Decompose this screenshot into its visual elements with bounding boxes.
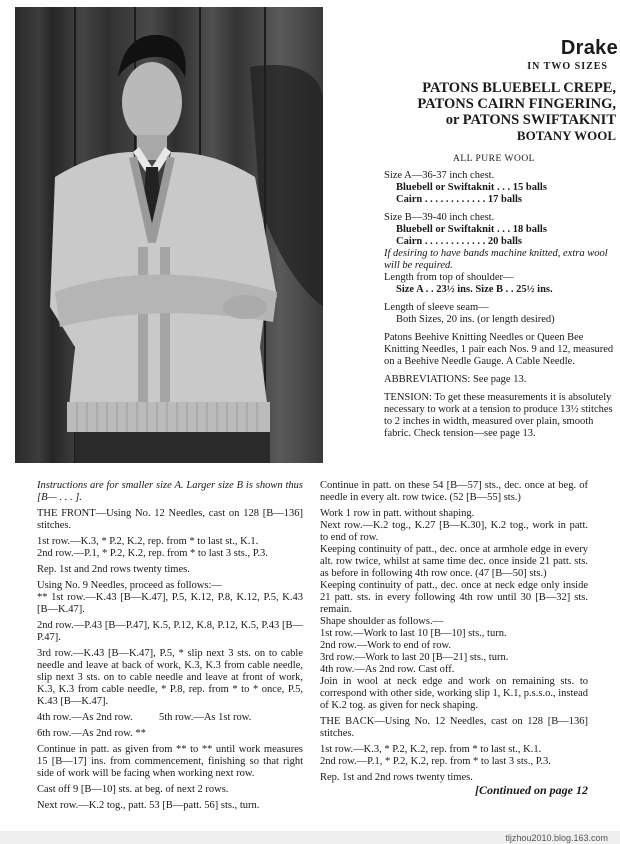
size-b-cairn: Cairn . . . . . . . . . . . . 20 balls xyxy=(396,236,523,247)
pure-wool-label: ALL PURE WOOL xyxy=(453,154,535,164)
next-row-left: Next row.—K.2 tog., patt. 53 [B—patt. 56] sts., turn. xyxy=(37,800,260,811)
front-needle-change: Using No. 9 Needles, proceed as follows:— xyxy=(37,580,222,591)
tension-text: TENSION: To get these measurements it is absolutely necessary to work at a tension to produce 13½ stitches to 2 inches in width, measured over plain, smooth fabric. Check tension—see page 13. xyxy=(384,392,613,439)
join-wool: Join in wool at neck edge and work on remaining sts. to correspond with other side, working slip 1, K.1, p.s.s.o., instead of K.2 tog. as given for neck shaping. xyxy=(320,676,588,711)
pattern-row-1: ** 1st row.—K.43 [B—K.47], P.5, K.12, P.8, K.12, P.5, K.43 [B—K.47]. xyxy=(37,592,303,615)
size-instructions: Instructions are for smaller size A. Larger size B is shown thus [B— . . . ]. xyxy=(37,480,303,503)
needles-text: Patons Beehive Knitting Needles or Queen Bee Knitting Needles, 1 pair each Nos. 9 and 12, measured on a Beehive Needle Gauge. A Cable Needle. xyxy=(384,332,614,367)
blog-watermark: tljzhou2010.blog.163.com xyxy=(505,833,608,843)
shoulder-row-1: 1st row.—Work to last 10 [B—10] sts., turn. xyxy=(320,628,507,639)
back-row-2: 2nd row.—P.1, * P.2, K.2, rep. from * to last 3 sts., P.3. xyxy=(320,756,551,767)
abbreviations-text: ABBREVIATIONS: See page 13. xyxy=(384,374,527,385)
size-a-bluebell: Bluebell or Swiftaknit . . . 15 balls xyxy=(396,182,547,193)
front-row-1: 1st row.—K.3, * P.2, K.2, rep. from * to last st., K.1. xyxy=(37,536,259,547)
pattern-rows-4-5: 4th row.—As 2nd row. 5th row.—As 1st row. xyxy=(37,712,252,723)
work-one-row: Work 1 row in patt. without shaping. xyxy=(320,508,475,519)
wool-line-2: PATONS CAIRN FINGERING, xyxy=(417,96,616,112)
continue-decrease: Continue in patt. on these 54 [B—57] sts., dec. once at beg. of needle in every alt. row twice. (52 [B—55] sts.) xyxy=(320,480,588,503)
instructions-right-column xyxy=(320,480,588,796)
size-b-heading: Size B—39-40 inch chest. xyxy=(384,212,495,223)
materials-block xyxy=(384,170,618,440)
size-b-bluebell: Bluebell or Swiftaknit . . . 18 balls xyxy=(396,224,547,235)
shoulder-row-2: 2nd row.—Work to end of row. xyxy=(320,640,452,651)
length-shoulder-values: Size A . . 23½ ins. Size B . . 25½ ins. xyxy=(396,284,553,295)
armhole-decrease: Keeping continuity of patt., dec. once at armhole edge in every alt. row twice, whilst at same time dec. once inside 21 patt. sts. as before in following 4th row once. (47 [B—50] sts.) xyxy=(320,544,588,579)
back-repeat: Rep. 1st and 2nd rows twenty times. xyxy=(320,772,473,783)
continued-note: [Continued on page 12 xyxy=(474,783,588,797)
model-photo xyxy=(15,7,323,463)
wool-line-4: BOTANY WOOL xyxy=(516,128,616,143)
pattern-row-2: 2nd row.—P.43 [B—P.47], K.5, P.12, K.8, P.12, K.5, P.43 [B—P.47]. xyxy=(37,620,303,643)
instructions-left-column xyxy=(37,480,303,812)
continue-pattern: Continue in patt. as given from ** to ** until work measures 15 [B—17] ins. from commencement, finishing so that right side of work will be facing when working next row. xyxy=(37,744,303,779)
front-heading: THE FRONT—Using No. 12 Needles, cast on 128 [B—136] stitches. xyxy=(37,508,303,531)
shoulder-row-3: 3rd row.—Work to last 20 [B—21] sts., turn. xyxy=(320,652,509,663)
pattern-header xyxy=(352,37,618,440)
pattern-title: Drake xyxy=(560,37,618,59)
cast-off-rows: Cast off 9 [B—10] sts. at beg. of next 2 rows. xyxy=(37,784,229,795)
wool-line-3: or PATONS SWIFTAKNIT xyxy=(445,112,616,128)
front-row-2: 2nd row.—P.1, * P.2, K.2, rep. from * to last 3 sts., P.3. xyxy=(37,548,268,559)
sleeve-seam-values: Both Sizes, 20 ins. (or length desired) xyxy=(396,314,555,325)
length-shoulder-heading: Length from top of shoulder— xyxy=(384,272,514,283)
next-row-right: Next row.—K.2 tog., K.27 [B—K.30], K.2 tog., work in patt. to end of row. xyxy=(320,520,588,543)
sizes-note: IN TWO SIZES xyxy=(527,61,608,72)
sleeve-seam-heading: Length of sleeve seam— xyxy=(384,302,489,313)
pattern-row-3: 3rd row.—K.43 [B—K.47], P.5, * slip next 3 sts. on to cable needle and leave at back of work, K.3, K.3 from cable needle, slip next 3 sts. on to cable needle and leave at front of work, K.3, K.3 from cable needle, * P.8, rep. from * to * once, P.5, K.43 [B—K.47]. xyxy=(37,648,303,707)
wool-line-1: PATONS BLUEBELL CREPE, xyxy=(422,80,616,96)
machine-knit-note: If desiring to have bands machine knitted, extra wool will be required. xyxy=(384,248,608,271)
sweater-model-illustration xyxy=(15,7,323,463)
pattern-row-6: 6th row.—As 2nd row. ** xyxy=(37,728,146,739)
size-a-heading: Size A—36-37 inch chest. xyxy=(384,170,495,181)
shape-shoulder-heading: Shape shoulder as follows.— xyxy=(320,616,444,627)
neck-decrease: Keeping continuity of patt., dec. once at neck edge only inside 21 patt. sts. in every following 4th row until 30 [B—32] sts. remain. xyxy=(320,580,588,615)
shoulder-row-4: 4th row.—As 2nd row. Cast off. xyxy=(320,664,455,675)
back-row-1: 1st row.—K.3, * P.2, K.2, rep. from * to last st., K.1. xyxy=(320,744,542,755)
wool-list xyxy=(352,80,616,144)
size-a-cairn: Cairn . . . . . . . . . . . . 17 balls xyxy=(396,194,523,205)
front-repeat: Rep. 1st and 2nd rows twenty times. xyxy=(37,564,190,575)
back-heading: THE BACK—Using No. 12 Needles, cast on 128 [B—136] stitches. xyxy=(320,716,588,739)
